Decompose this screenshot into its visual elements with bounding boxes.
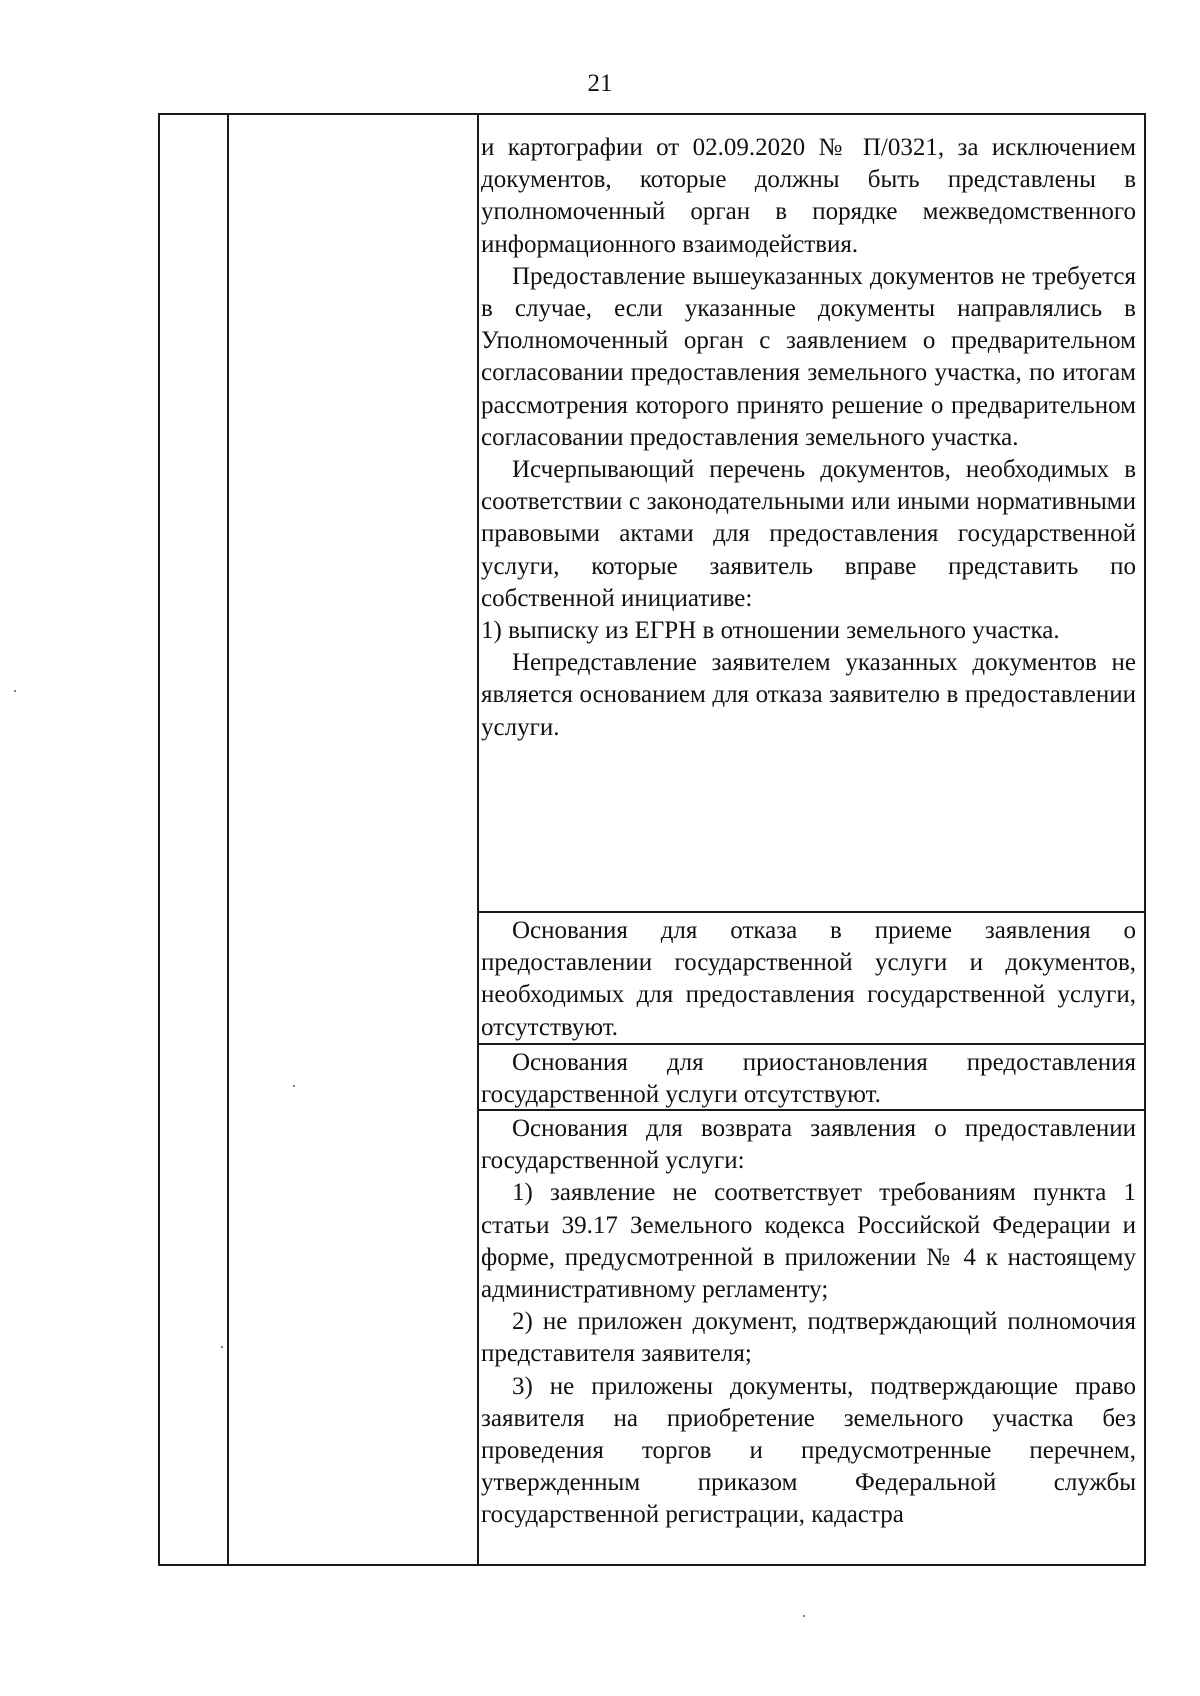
paragraph: Основания для возврата заявления о предоставлении государственной услуги: bbox=[481, 1115, 1136, 1175]
row-divider-1 bbox=[477, 911, 1144, 913]
paragraph: Основания для приостановления предоставления государственной услуги отсутствуют. bbox=[481, 1049, 1136, 1109]
page-number: 21 bbox=[587, 70, 613, 97]
list-item: 1) заявление не соответствует требованиям пункта 1 статьи 39.17 Земельного кодекса Российской Федерации и форме, предусмотренной в приложении № 4 к настоящему административному регламенту; bbox=[481, 1179, 1136, 1304]
paragraph: Предоставление вышеуказанных документов не требуется в случае, если указанные документы направлялись в Уполномоченный орган с заявлением о предварительном согласовании предоставления земельного участка, по итогам рассмотрения которого принято решение о предварительном согласовании предоставления земельного участка. bbox=[481, 262, 1136, 451]
scan-speck bbox=[221, 1346, 223, 1348]
column-divider-2 bbox=[477, 115, 479, 1564]
paragraph: Исчерпывающий перечень документов, необходимых в соответствии с законодательными или иными нормативными правовыми актами для предоставления государственной услуги, которые заявитель вправе представить по собственной инициативе: bbox=[481, 456, 1136, 612]
cell-return-grounds bbox=[481, 1113, 1136, 1532]
cell-required-documents bbox=[481, 132, 1136, 744]
regulation-table bbox=[158, 113, 1146, 1566]
paragraph: Основания для отказа в приеме заявления о предоставлении государственной услуги и документов, необходимых для предоставления государственной услуги, отсутствуют. bbox=[481, 917, 1136, 1041]
paragraph: и картографии от 02.09.2020 № П/0321, за исключением документов, которые должны быть представлены в уполномоченный орган в порядке межведомственного информационного взаимодействия. bbox=[481, 134, 1136, 258]
scan-speck bbox=[293, 1085, 295, 1087]
scan-speck bbox=[803, 1615, 805, 1617]
list-item: 2) не приложен документ, подтверждающий полномочия представителя заявителя; bbox=[481, 1308, 1136, 1368]
cell-refusal-grounds bbox=[481, 915, 1136, 1044]
scan-speck bbox=[14, 690, 16, 692]
column-divider-1 bbox=[227, 115, 229, 1564]
cell-suspension-grounds bbox=[481, 1047, 1136, 1111]
list-item: 1) выписку из ЕГРН в отношении земельного участка. bbox=[481, 617, 1060, 645]
paragraph: Непредставление заявителем указанных документов не является основанием для отказа заявителю в предоставлении услуги. bbox=[481, 649, 1136, 741]
list-item: 3) не приложены документы, подтверждающие право заявителя на приобретение земельного участка без проведения торгов и предусмотренные перечнем, утвержденным приказом Федеральной службы государственной регистрации, кадастра bbox=[481, 1372, 1136, 1529]
